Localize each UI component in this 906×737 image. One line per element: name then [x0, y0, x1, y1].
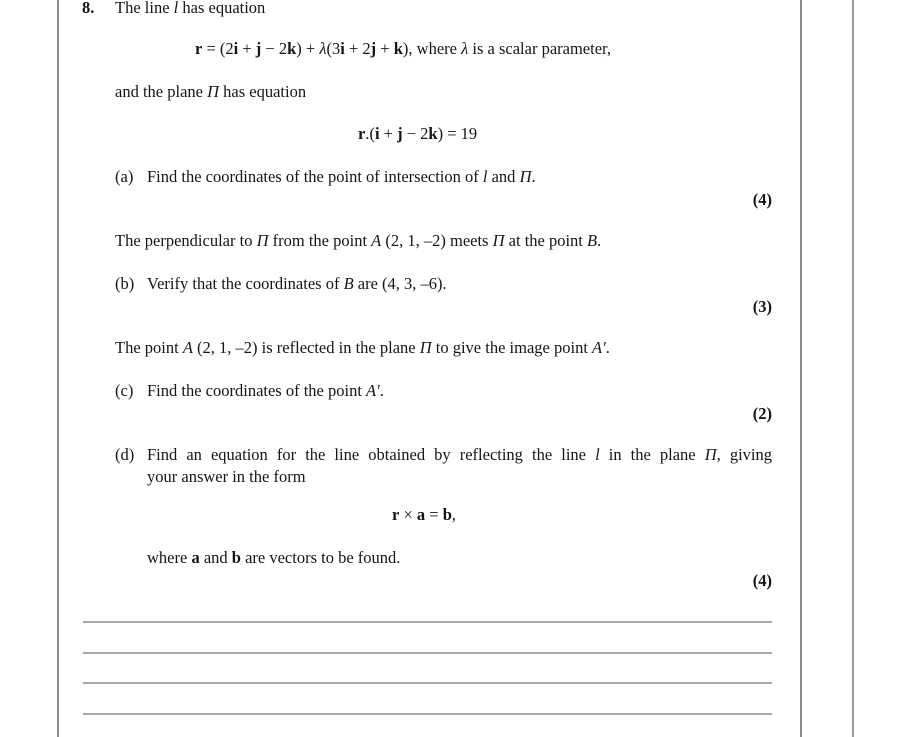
preamble-b: The perpendicular to Π from the point A (2, 1, –2) meets Π at the point B. [115, 231, 602, 250]
part-d-line1 [115, 447, 772, 464]
question-intro: The line l has equation [115, 0, 266, 17]
part-b-label: (b) [115, 274, 135, 293]
question-number: 8. [82, 0, 95, 17]
plane-intro: and the plane Π has equation [115, 82, 307, 101]
line-equation: r = (2i + j − 2k) + λ(3i + 2j + k), where λ is a scalar parameter, [195, 39, 611, 58]
part-d-marks: (4) [752, 571, 772, 590]
part-d-text-line1: Find an equation for the line obtained by reflecting the line l in the plane Π, giving [147, 445, 773, 464]
part-a-marks: (4) [752, 190, 772, 209]
answer-line-4 [83, 713, 772, 715]
part-d-label: (d) [115, 445, 135, 464]
part-b [115, 276, 447, 293]
answer-line-2 [83, 652, 772, 654]
where-vectors-line: where a and b are vectors to be found. [147, 548, 401, 567]
part-a-label: (a) [115, 167, 134, 186]
preamble-c: The point A (2, 1, –2) is reflected in the plane Π to give the image point A′. [115, 338, 610, 357]
part-b-marks: (3) [752, 297, 772, 316]
part-a-text: Find the coordinates of the point of intersection of l and Π. [147, 167, 536, 186]
answer-line-3 [83, 682, 772, 684]
part-d-text-line2: your answer in the form [147, 467, 306, 486]
cross-product-equation: r × a = b, [392, 505, 457, 524]
part-c-marks: (2) [752, 404, 772, 423]
left-margin-line [57, 0, 59, 737]
part-c-text: Find the coordinates of the point A′. [147, 381, 384, 400]
part-c [115, 383, 384, 400]
part-c-label: (c) [115, 381, 134, 400]
right-margin-line [800, 0, 802, 737]
plane-equation: r.(i + j − 2k) = 19 [358, 124, 478, 143]
answer-line-1 [83, 621, 772, 623]
part-a [115, 169, 536, 186]
right-edge-line [852, 0, 854, 737]
part-b-text: Verify that the coordinates of B are (4, 3, –6). [147, 274, 447, 293]
